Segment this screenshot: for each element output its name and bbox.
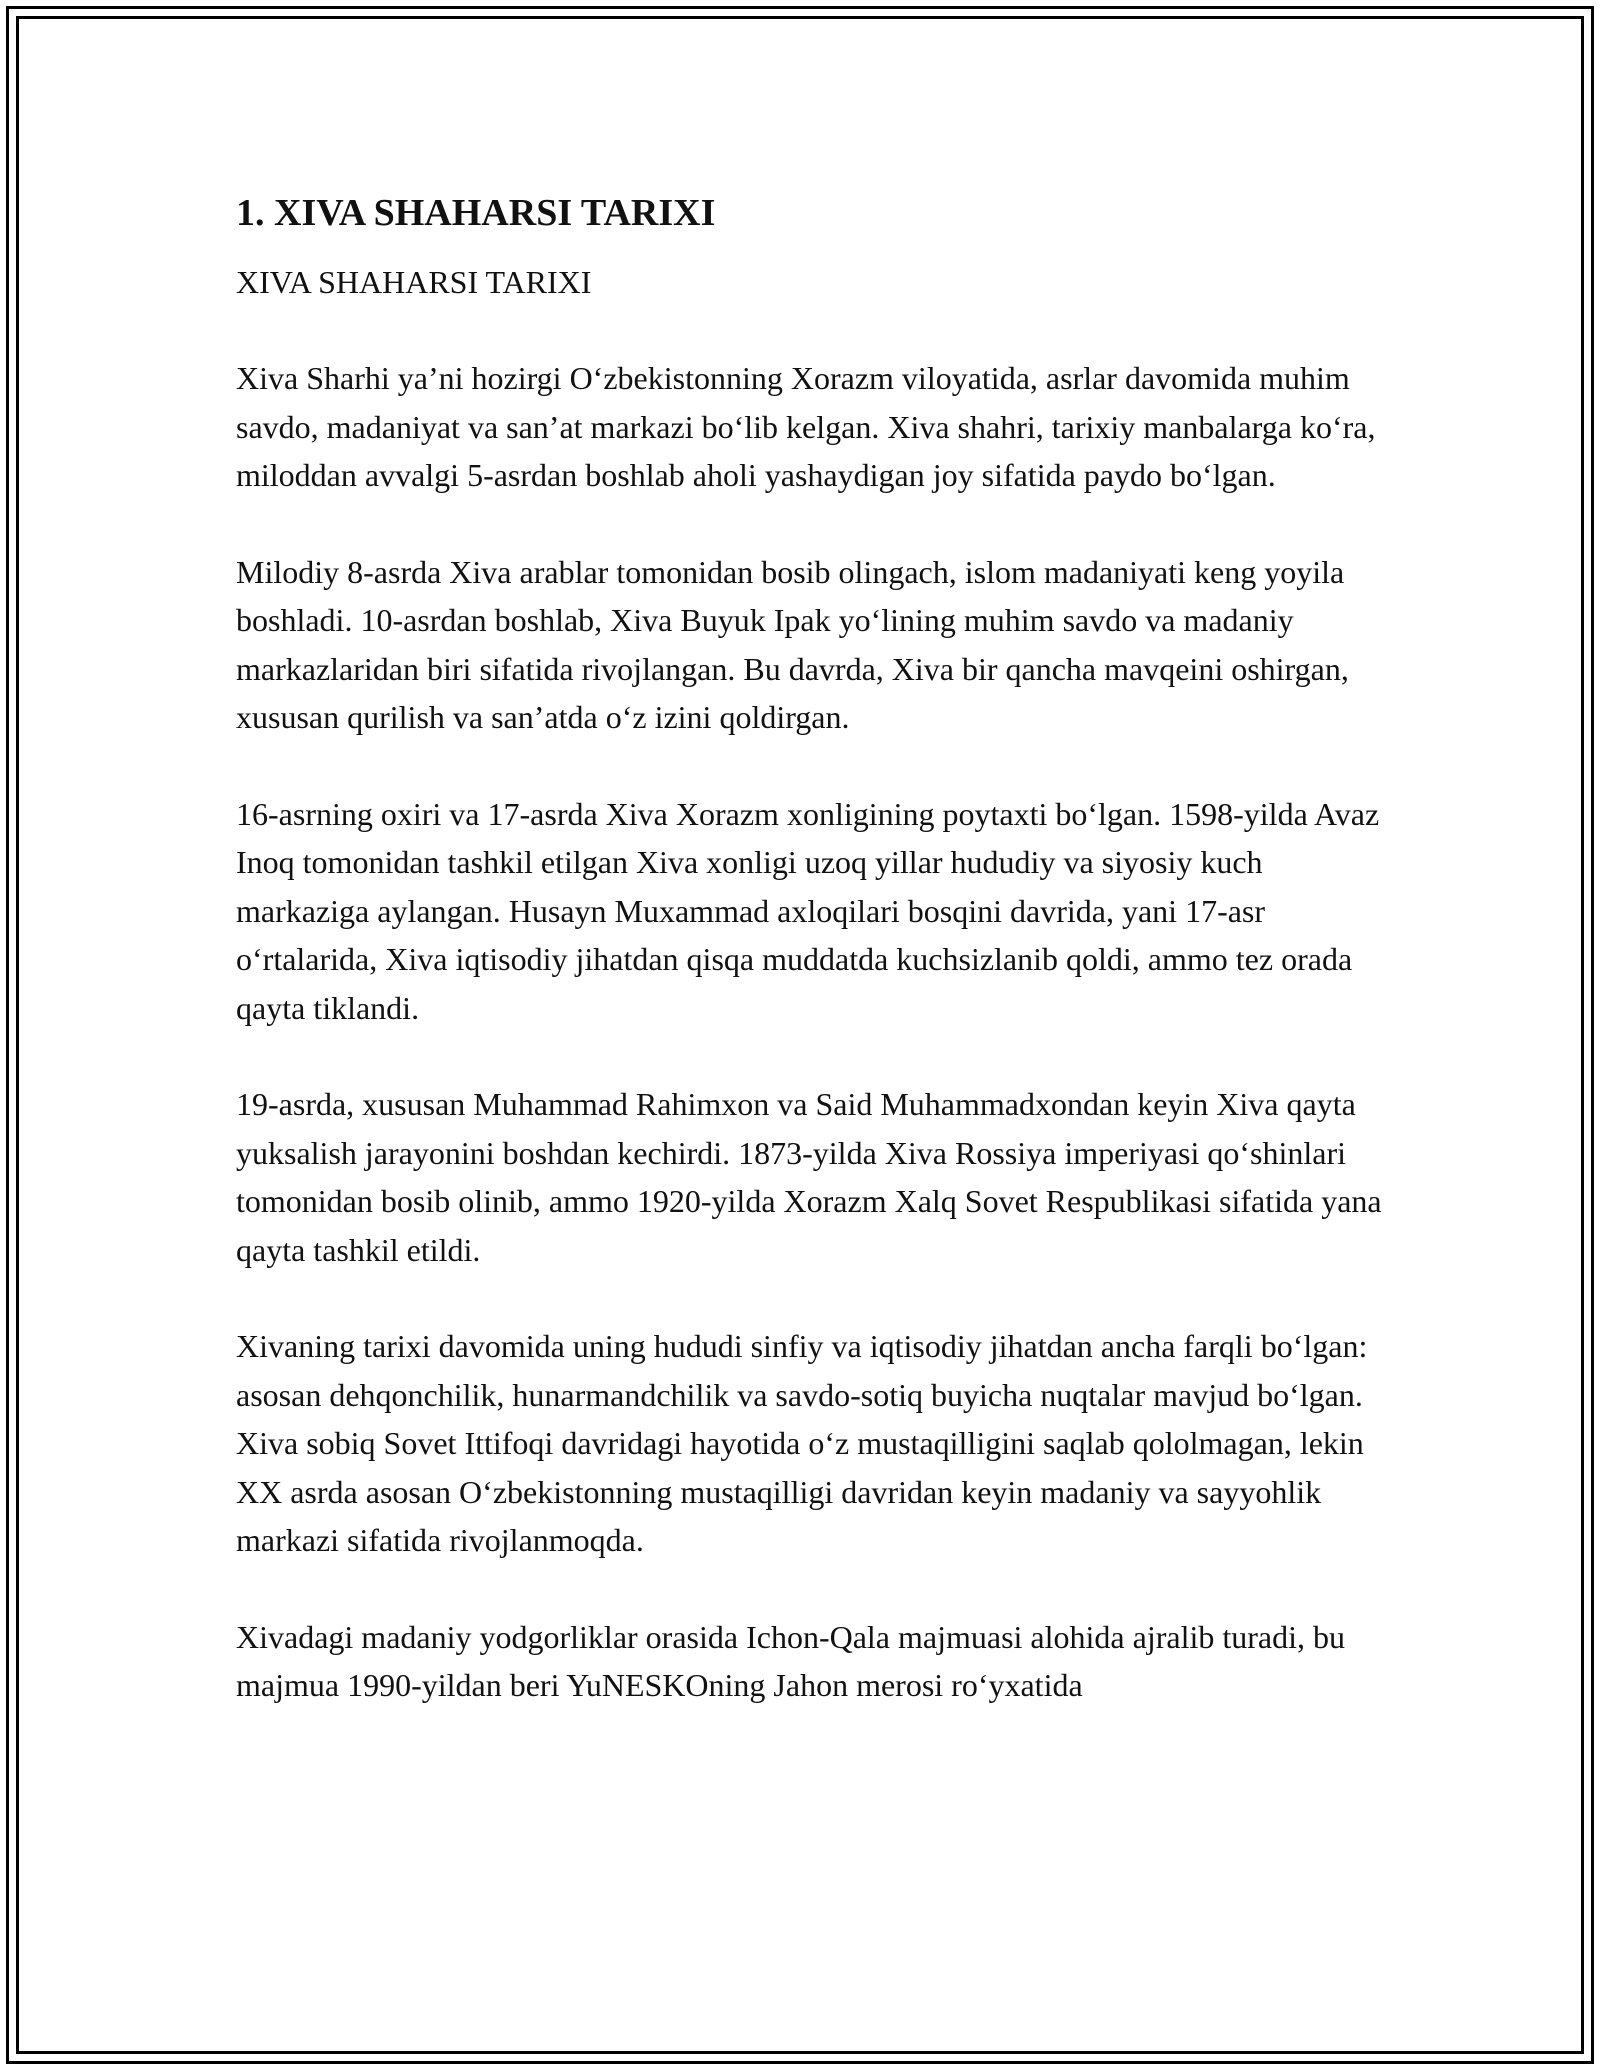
document-subtitle: XIVA SHAHARSI TARIXI	[236, 264, 592, 300]
paragraph-1: Xiva Sharhi ya’ni hozirgi O‘zbekistonning Xorazm viloyatida, asrlar davomida muhim savdo, madaniyat va san’at markazi bo‘lib kelgan. Xiva shahri, tarixiy manbalarga ko‘ra, miloddan avvalgi 5-asrdan boshlab aholi yashaydigan joy sifatida paydo bo‘lgan.	[236, 360, 1376, 493]
paragraph-4: 19-asrda, xususan Muhammad Rahimxon va Said Muhammadxondan keyin Xiva qayta yuksalish jarayonini boshdan kechirdi. 1873-yilda Xiva Rossiya imperiyasi qo‘shinlari tomonidan bosib olinib, ammo 1920-yilda Xorazm Xalq Sovet Respublikasi sifatida yana qayta tashkil etildi.	[236, 1086, 1382, 1268]
paragraph-3: 16-asrning oxiri va 17-asrda Xiva Xorazm xonligining poytaxti bo‘lgan. 1598-yilda Avaz Inoq tomonidan tashkil etilgan Xiva xonligi uzoq yillar hududiy va siyosiy kuch markaziga aylangan. Husayn Muxammad axloqilari bosqini davrida, yani 17-asr o‘rtalarida, Xiva iqtisodiy jihatdan qisqa muddatda kuchsizlanib qoldi, ammo tez orada qayta tiklandi.	[236, 795, 1380, 1026]
document-body	[236, 188, 1386, 1758]
paragraph-5: Xivaning tarixi davomida uning hududi sinfiy va iqtisodiy jihatdan ancha farqli bo‘lgan: asosan dehqonchilik, hunarmandchilik va savdo-sotiq buyicha nuqtalar mavjud bo‘lgan. Xiva sobiq Sovet Ittifoqi davridagi hayotida o‘z mustaqilligini saqlab qololmagan, lekin XX asrda asosan O‘zbekistonning mustaqilligi davridan keyin madaniy va sayyohlik markazi sifatida rivojlanmoqda.	[236, 1328, 1368, 1558]
paragraph-2: Milodiy 8-asrda Xiva arablar tomonidan bosib olingach, islom madaniyati keng yoyila boshladi. 10-asrdan boshlab, Xiva Buyuk Ipak yo‘lining muhim savdo va madaniy markazlaridan biri sifatida rivojlangan. Bu davrda, Xiva bir qancha mavqeini oshirgan, xususan qurilish va san’atda o‘z izini qoldirgan.	[236, 553, 1349, 735]
document-heading: 1. XIVA SHAHARSI TARIXI	[236, 192, 716, 234]
paragraph-6: Xivadagi madaniy yodgorliklar orasida Ichon-Qala majmuasi alohida ajralib turadi, bu majmua 1990-yildan beri YuNESKOning Jahon merosi ro‘yxatida	[236, 1618, 1345, 1703]
